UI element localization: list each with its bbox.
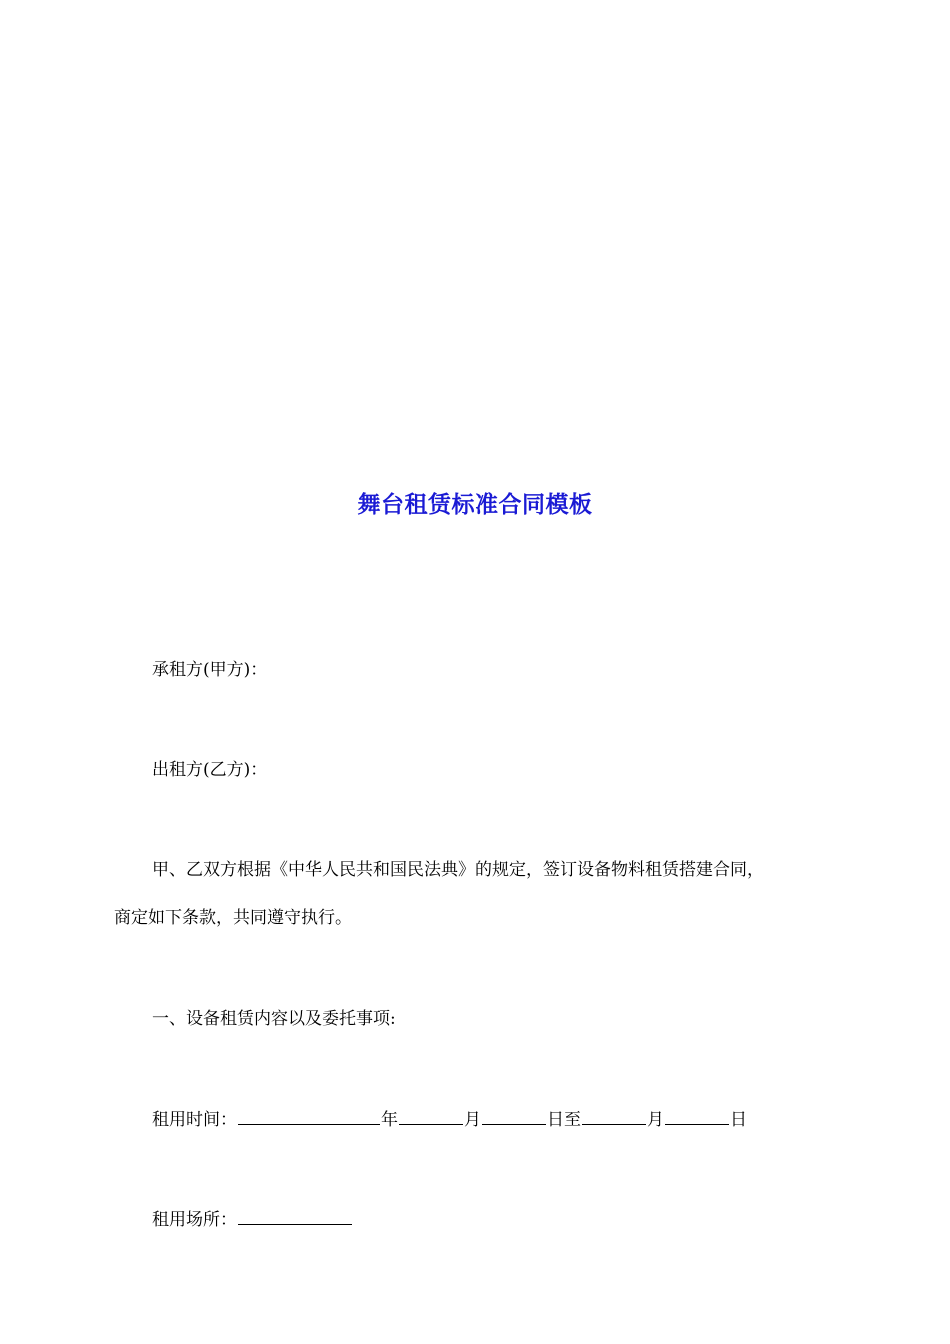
intro-paragraph-line-2: 商定如下条款，共同遵守执行。 — [114, 908, 352, 928]
rental-end-day-unit: 日 — [730, 1110, 747, 1130]
rental-place-label: 租用场所： — [152, 1210, 237, 1230]
rental-time-row — [152, 1107, 747, 1131]
rental-month-unit: 月 — [464, 1110, 481, 1130]
rental-day-to-unit: 日至 — [547, 1110, 581, 1130]
intro-paragraph-line-1: 甲、乙双方根据《中华人民共和国民法典》的规定，签订设备物料租赁搭建合同， — [152, 860, 764, 880]
rental-start-month-blank — [399, 1107, 463, 1125]
rental-place-blank — [238, 1207, 352, 1225]
document-title: 舞台租赁标准合同模板 — [357, 492, 593, 518]
lessee-label: 承租方(甲方)： — [152, 660, 268, 680]
rental-start-day-blank — [482, 1107, 546, 1125]
rental-end-day-blank — [665, 1107, 729, 1125]
lessor-label: 出租方(乙方)： — [152, 760, 268, 780]
rental-year-unit: 年 — [381, 1110, 398, 1130]
rental-end-month-blank — [582, 1107, 646, 1125]
rental-time-label: 租用时间： — [152, 1110, 237, 1130]
rental-end-month-unit: 月 — [647, 1110, 664, 1130]
rental-year-blank — [238, 1107, 380, 1125]
section-1-heading: 一、设备租赁内容以及委托事项: — [152, 1009, 396, 1029]
rental-place-row — [152, 1207, 353, 1231]
